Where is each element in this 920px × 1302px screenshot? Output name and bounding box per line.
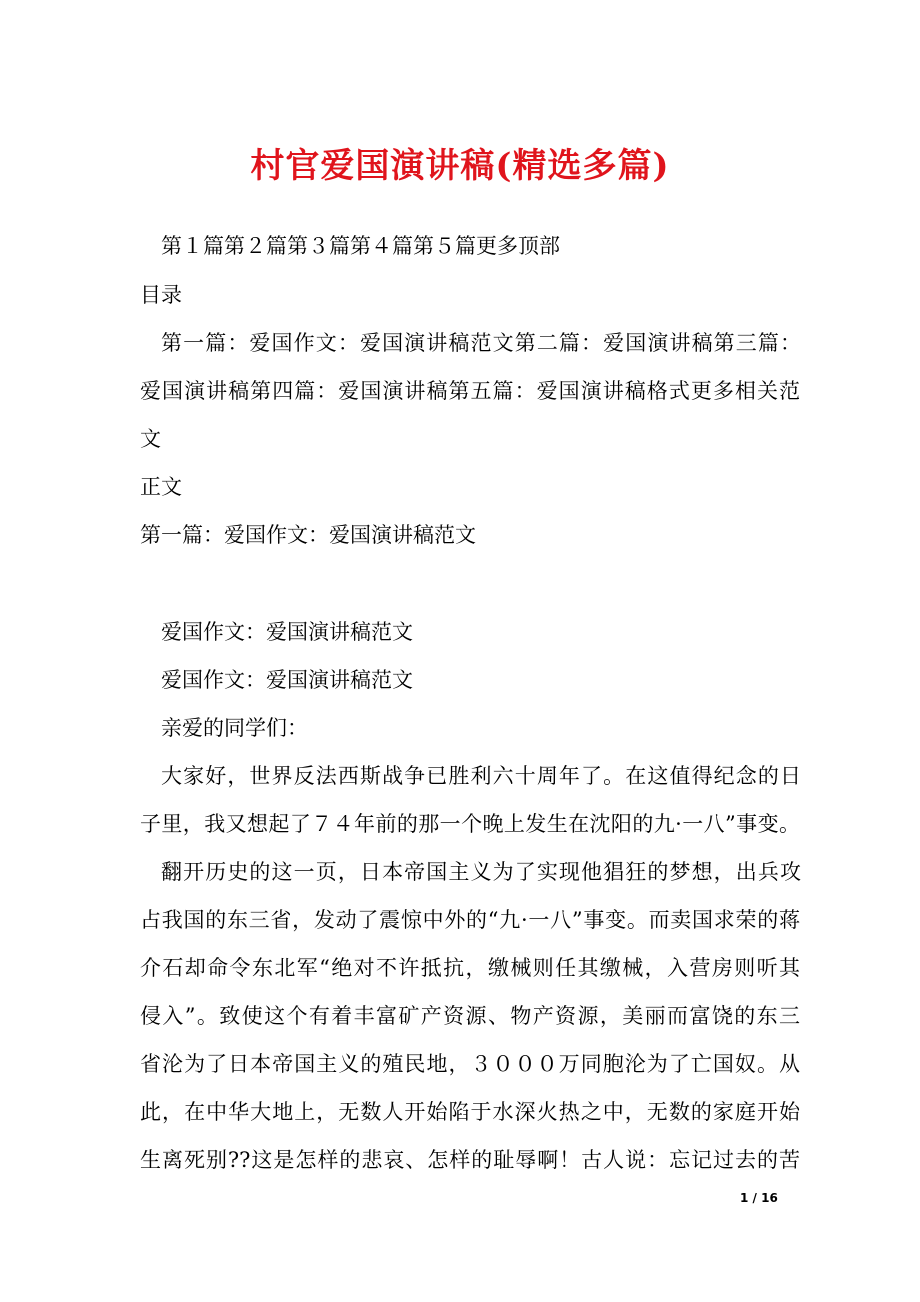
paragraph-line: 侵入”。致使这个有着丰富矿产资源、物产资源，美丽而富饶的东三 xyxy=(140,1004,800,1028)
sub-title: 爱国作文：爱国演讲稿范文 xyxy=(161,620,413,644)
body-heading: 正文 xyxy=(140,475,182,499)
section-nav-links[interactable]: 第１篇第２篇第３篇第４篇第５篇更多顶部 xyxy=(161,234,560,258)
paragraph-line: 介石却命令东北军“绝对不许抵抗，缴械则任其缴械，入营房则听其 xyxy=(140,956,800,980)
paragraph-line: 大家好，世界反法西斯战争已胜利六十周年了。在这值得纪念的日 xyxy=(161,764,801,788)
paragraph-line: 子里，我又想起了７４年前的那一个晚上发生在沈阳的九·一八”事变。 xyxy=(140,812,800,836)
page-number: 1 / 16 xyxy=(740,1191,778,1205)
paragraph-line: 生离死别??这是怎样的悲哀、怎样的耻辱啊！古人说：忘记过去的苦 xyxy=(140,1148,800,1172)
section-heading: 第一篇：爱国作文：爱国演讲稿范文 xyxy=(140,523,476,547)
greeting-line: 亲爱的同学们： xyxy=(161,716,308,740)
paragraph-line: 占我国的东三省，发动了震惊中外的“九·一八”事变。而卖国求荣的蒋 xyxy=(140,908,800,932)
paragraph-line: 省沦为了日本帝国主义的殖民地，３０００万同胞沦为了亡国奴。从 xyxy=(140,1052,800,1076)
sub-title: 爱国作文：爱国演讲稿范文 xyxy=(161,668,413,692)
toc-line: 第一篇：爱国作文：爱国演讲稿范文第二篇：爱国演讲稿第三篇： xyxy=(161,331,801,355)
toc-heading: 目录 xyxy=(140,283,182,307)
paragraph-line: 此，在中华大地上，无数人开始陷于水深火热之中，无数的家庭开始 xyxy=(140,1100,800,1124)
paragraph-line: 翻开历史的这一页，日本帝国主义为了实现他猖狂的梦想，出兵攻 xyxy=(161,860,801,884)
toc-line: 爱国演讲稿第四篇：爱国演讲稿第五篇：爱国演讲稿格式更多相关范 xyxy=(140,379,800,403)
document-title: 村官爱国演讲稿(精选多篇) xyxy=(250,146,670,186)
toc-line: 文 xyxy=(140,427,161,451)
